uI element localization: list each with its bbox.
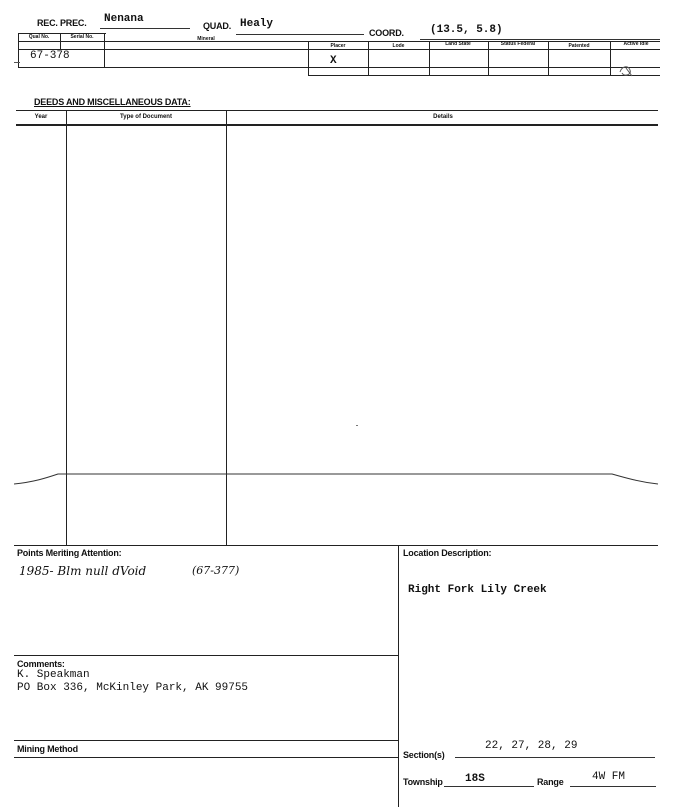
col-placer: Placer	[330, 43, 346, 49]
sections-label: Section(s)	[403, 750, 445, 760]
col-status-federal: Status Federal	[500, 41, 536, 47]
range-label: Range	[537, 777, 564, 787]
placer-mark: X	[330, 55, 337, 67]
col-details: Details	[433, 114, 453, 120]
lower-center-divider	[398, 545, 399, 807]
col-land-state: Land State	[445, 41, 471, 47]
deeds-header-rule	[16, 124, 658, 126]
coord-label: COORD.	[369, 28, 404, 38]
mining-bottom-rule	[14, 757, 398, 758]
comments-line-1: K. Speakman	[17, 669, 90, 681]
township-value: 18S	[465, 773, 485, 785]
col-patented: Patented	[568, 43, 590, 49]
comments-rule	[14, 655, 398, 656]
col-mineral: Mineral	[197, 36, 215, 42]
deeds-fold-line	[14, 470, 660, 494]
rec-prec-underline	[100, 28, 190, 29]
mining-rule	[14, 740, 398, 741]
col-year: Year	[34, 114, 48, 120]
location-label: Location Description:	[403, 548, 492, 558]
range-value: 4W FM	[592, 771, 626, 783]
deeds-top-rule	[16, 110, 658, 111]
col-active-idle: Active Idle	[623, 41, 649, 47]
serial-number-value: 67-378	[30, 50, 70, 62]
col-serial-no: Serial No.	[70, 34, 94, 40]
mining-method-label: Mining Method	[17, 744, 78, 754]
lower-top-rule	[14, 545, 658, 546]
coord-underline	[420, 39, 660, 40]
quad-value: Healy	[240, 18, 274, 30]
comments-label: Comments:	[17, 659, 65, 669]
col-qual-no: Qual No.	[28, 34, 50, 40]
quad-underline	[236, 34, 364, 35]
col-lode: Lode	[392, 43, 405, 49]
rec-prec-label: REC. PREC.	[37, 18, 87, 28]
township-underline	[444, 786, 534, 787]
location-value: Right Fork Lily Creek	[408, 584, 547, 596]
coord-value: (13.5, 5.8)	[430, 24, 503, 36]
range-underline	[570, 786, 656, 787]
sections-underline	[455, 757, 655, 758]
rec-prec-value: Nenana	[104, 13, 144, 25]
points-label: Points Meriting Attention:	[17, 548, 122, 558]
scribble-mark	[618, 64, 636, 80]
speck	[356, 425, 358, 426]
deeds-section-title: DEEDS AND MISCELLANEOUS DATA:	[34, 97, 191, 107]
points-note-reference: (67-377)	[192, 564, 240, 577]
edge-mark	[14, 62, 20, 63]
comments-line-2: PO Box 336, McKinley Park, AK 99755	[17, 682, 249, 694]
col-type-of-document: Type of Document	[120, 114, 172, 120]
sections-value: 22, 27, 28, 29	[485, 740, 578, 752]
quad-label: QUAD.	[203, 21, 231, 31]
township-label: Township	[403, 777, 443, 787]
points-handwritten-note: 1985- Blm null dVoid	[19, 564, 147, 578]
